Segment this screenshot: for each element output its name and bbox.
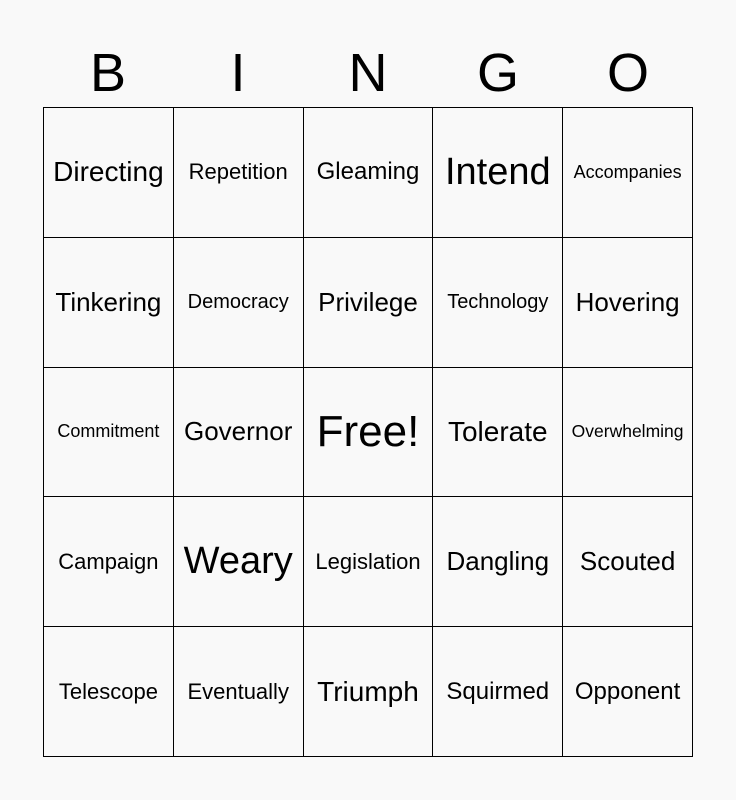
bingo-cell[interactable]: Technology <box>433 238 563 368</box>
bingo-header <box>43 40 693 106</box>
header-letter-i: I <box>230 43 246 103</box>
bingo-cell[interactable]: Squirmed <box>433 627 563 757</box>
header-letter-g: G <box>476 43 519 103</box>
bingo-cell[interactable]: Tolerate <box>433 368 563 498</box>
free-space-cell[interactable]: Free! <box>304 368 434 498</box>
bingo-cell[interactable]: Intend <box>433 108 563 238</box>
bingo-cell[interactable]: Privilege <box>304 238 434 368</box>
header-letter-o: O <box>606 43 649 103</box>
bingo-cell[interactable]: Gleaming <box>304 108 434 238</box>
bingo-cell[interactable]: Hovering <box>563 238 693 368</box>
bingo-cell[interactable]: Accompanies <box>563 108 693 238</box>
bingo-cell[interactable]: Telescope <box>44 627 174 757</box>
bingo-cell[interactable]: Directing <box>44 108 174 238</box>
bingo-cell[interactable]: Eventually <box>174 627 304 757</box>
bingo-board <box>43 107 693 757</box>
bingo-cell[interactable]: Dangling <box>433 497 563 627</box>
bingo-cell[interactable]: Commitment <box>44 368 174 498</box>
bingo-cell[interactable]: Overwhelming <box>563 368 693 498</box>
bingo-cell[interactable]: Legislation <box>304 497 434 627</box>
bingo-cell[interactable]: Scouted <box>563 497 693 627</box>
bingo-cell[interactable]: Campaign <box>44 497 174 627</box>
bingo-cell[interactable]: Tinkering <box>44 238 174 368</box>
bingo-cell[interactable]: Opponent <box>563 627 693 757</box>
bingo-cell[interactable]: Weary <box>174 497 304 627</box>
header-letter-b: B <box>89 43 127 103</box>
bingo-cell[interactable]: Democracy <box>174 238 304 368</box>
header-letter-n: N <box>348 43 388 103</box>
bingo-cell[interactable]: Repetition <box>174 108 304 238</box>
bingo-cell[interactable]: Triumph <box>304 627 434 757</box>
bingo-cell[interactable]: Governor <box>174 368 304 498</box>
